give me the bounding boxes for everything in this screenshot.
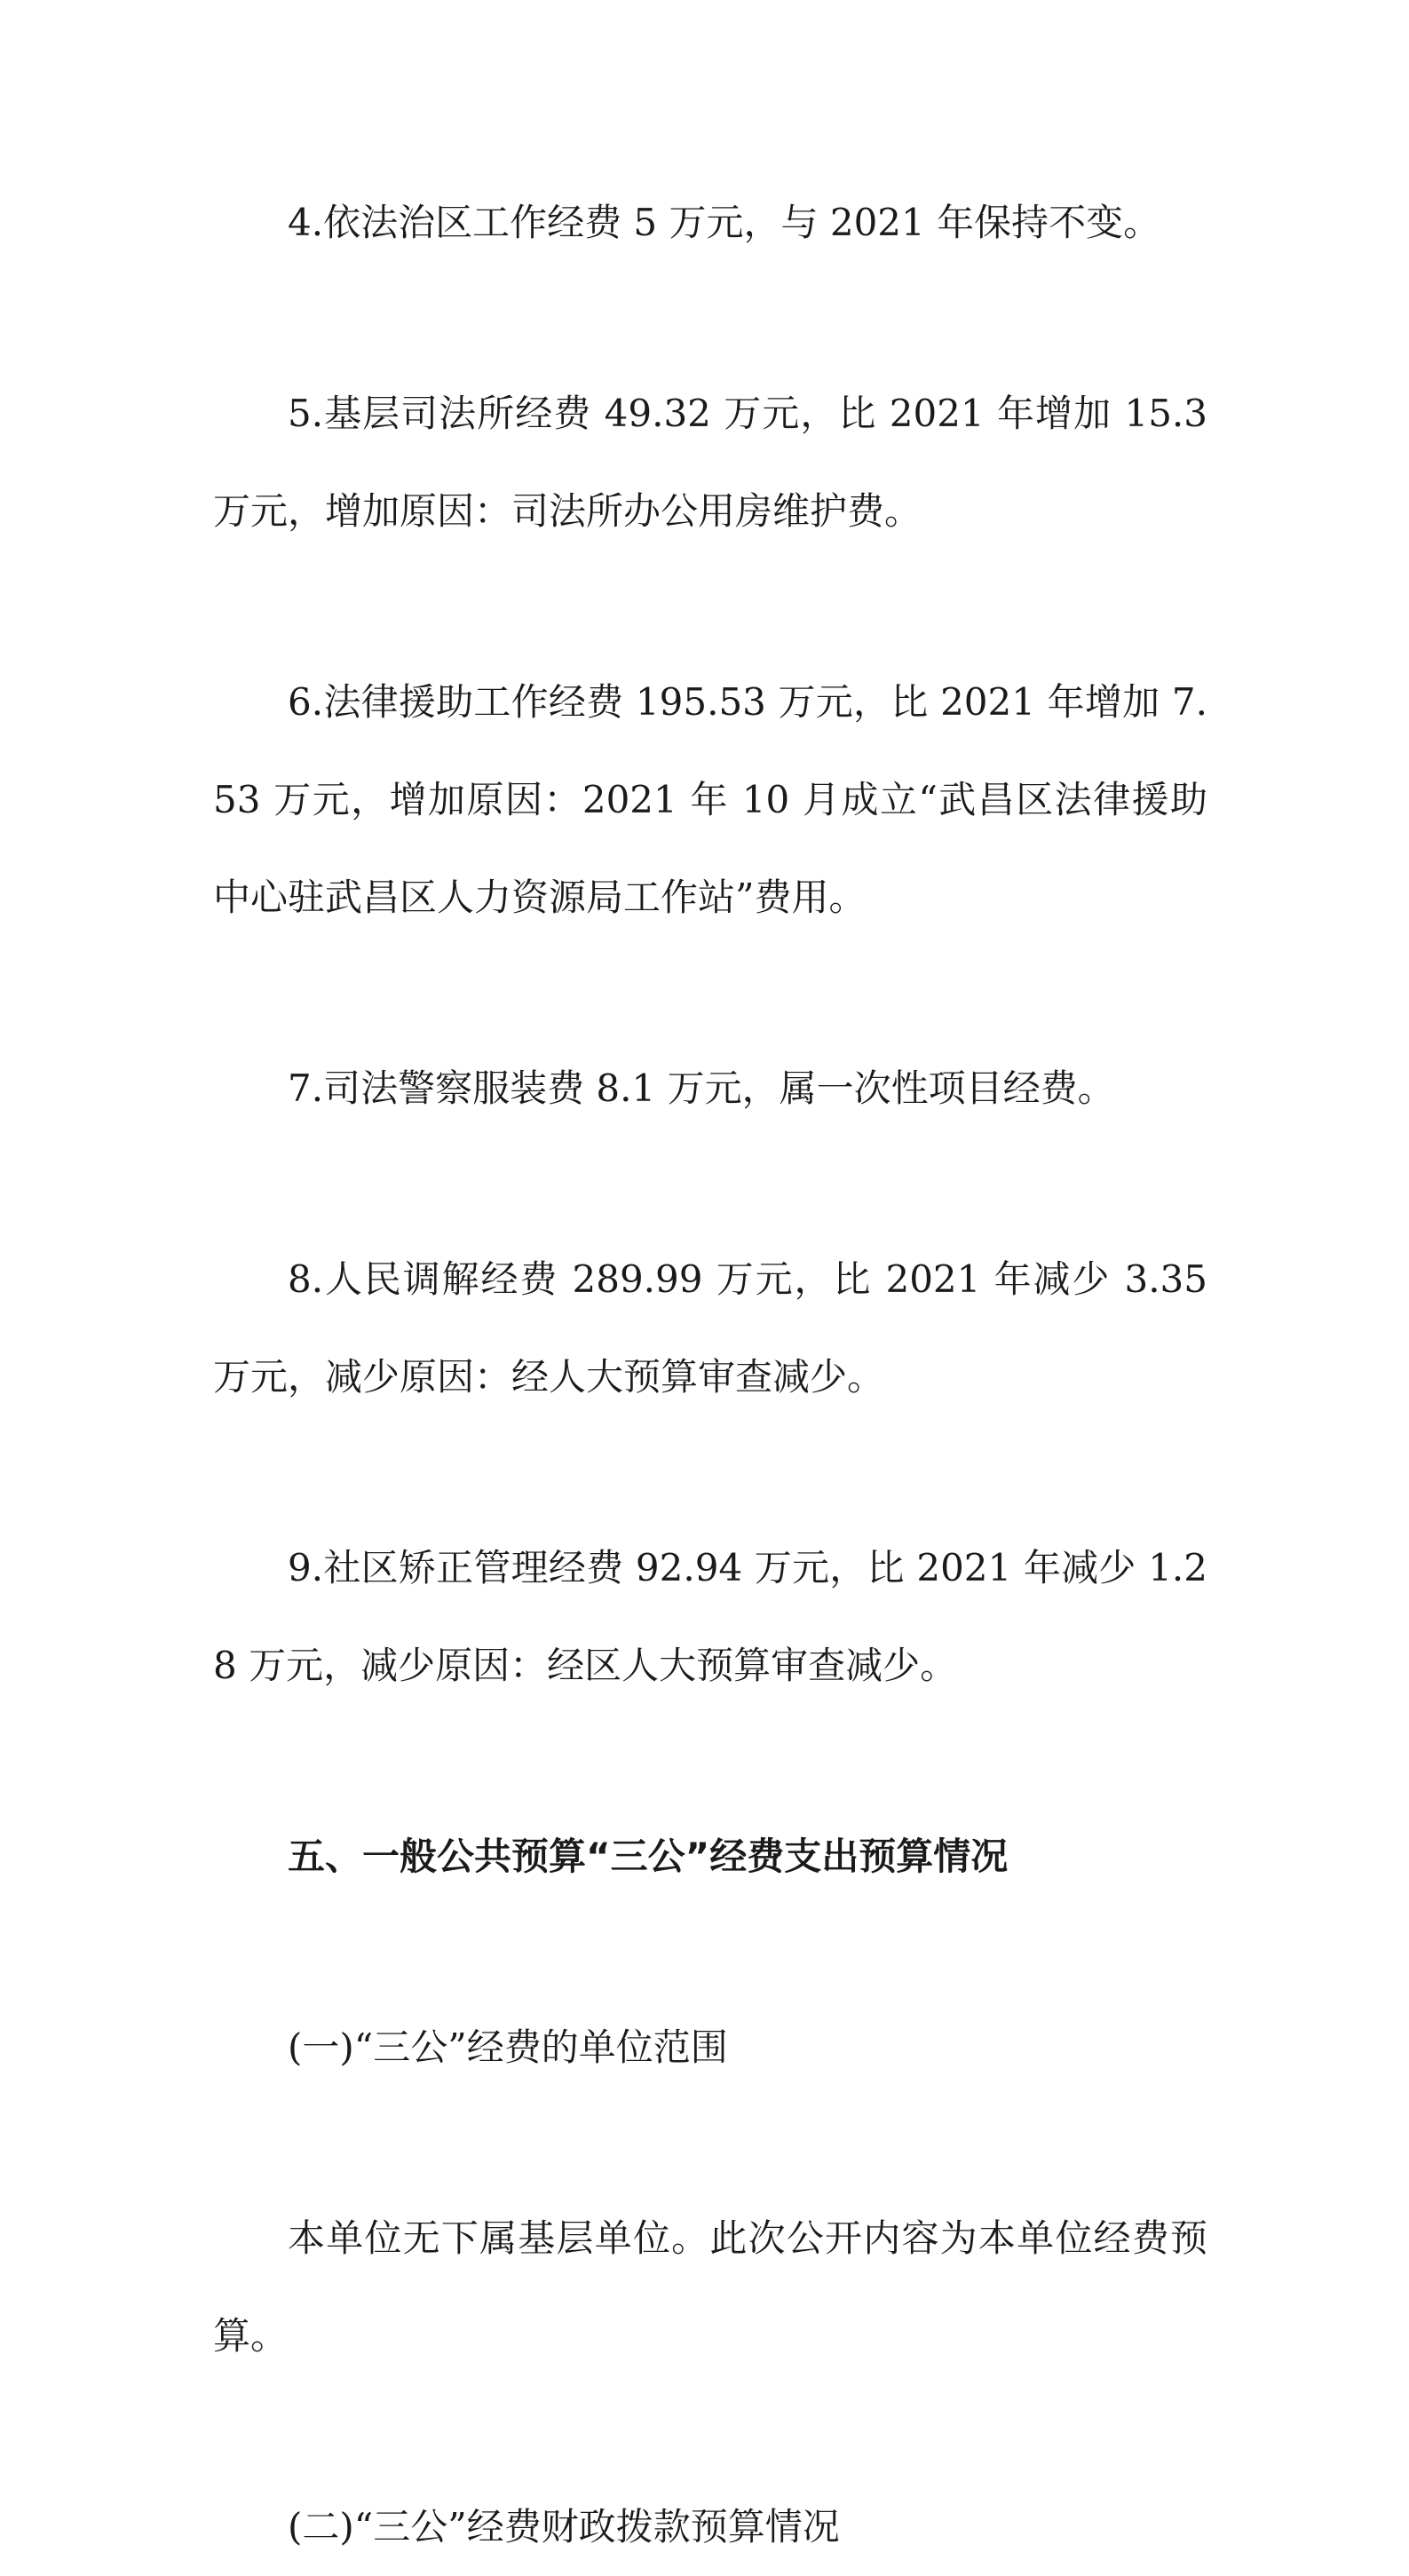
paragraph-item-8: 8.人民调解经费 289.99 万元，比 2021 年减少 3.35 万元，减少原因：经人大预算审查减少。	[213, 1257, 1207, 1399]
document-body	[213, 174, 1207, 2576]
subsection-heading-2: (二)“三公”经费财政拨款预算情况	[288, 2505, 840, 2548]
paragraph-item-4: 4.依法治区工作经费 5 万元，与 2021 年保持不变。	[288, 201, 1161, 244]
subsection-body-1: 本单位无下属基层单位。此次公开内容为本单位经费预算。	[213, 2216, 1207, 2358]
paragraph-item-9: 9.社区矫正管理经费 92.94 万元，比 2021 年减少 1.28 万元，减少原因：经区人大预算审查减少。	[213, 1546, 1207, 1687]
paragraph-item-7: 7.司法警察服装费 8.1 万元，属一次性项目经费。	[288, 1066, 1115, 1110]
paragraph-item-5: 5.基层司法所经费 49.32 万元，比 2021 年增加 15.3 万元，增加原因：司法所办公用房维护费。	[213, 392, 1207, 533]
subsection-heading-1: (一)“三公”经费的单位范围	[288, 2025, 728, 2069]
paragraph-item-6: 6.法律援助工作经费 195.53 万元，比 2021 年增加 7.53 万元，增加原因：2021 年 10 月成立“武昌区法律援助中心驻武昌区人力资源局工作站”费用。	[213, 680, 1207, 919]
section-heading-five: 五、一般公共预算“三公”经费支出预算情况	[288, 1835, 1009, 1878]
